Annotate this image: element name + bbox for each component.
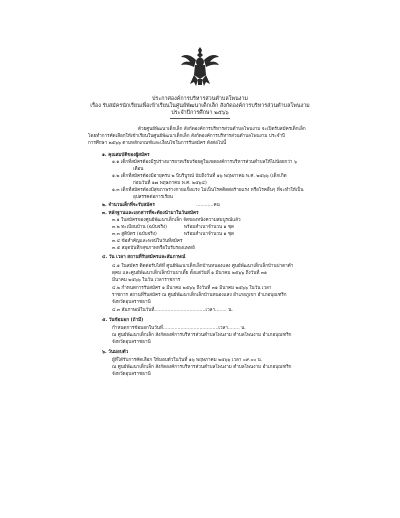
interview-date-field: ๔.๓ สัมภาษณ์ในวันที่...................................เวลา........ น.	[112, 308, 233, 313]
intro-line: ด้วยศูนย์พัฒนาเด็กเล็ก สังกัดองค์การบริหารส่วนตำบลโพนงาม จะเปิดรับสมัครเด็กเล็ก	[138, 127, 306, 132]
section-3-heading: ๓. หลักฐานและเอกสารที่จะต้องนำมาในวันสมัคร	[102, 211, 199, 216]
enrollment-count-field: ............คน	[196, 203, 220, 208]
title-divider	[170, 118, 230, 119]
qualification-line: ๑.๓ เด็กที่สมัครต้องมีสุขภาพร่างกายแข็งแรง ไม่เป็นโรคติดต่อร้ายแรง หรือโรคอื่นๆ ที่จะทำให้เป็น	[112, 188, 304, 193]
document-org-title: ประกาศองค์การบริหารส่วนตำบลโพนงาม	[152, 96, 248, 102]
document-item-copies: พร้อมสำเนาจำนวน ๑ ชุด	[184, 225, 235, 230]
rehearsal-line: จังหวัดอุบลราชธานี	[112, 340, 151, 345]
qualification-line: ๑.๒ เด็กที่สมัครต้องมีอายุครบ ๒ ปีบริบูรณ์ นับถึงวันที่ ๑๖ พฤษภาคม พ.ศ. ๒๕๖๖ (เด็กเกิด	[112, 174, 287, 179]
registration-line: ณ ศูนย์พัฒนาเด็กเล็ก สังกัดองค์การบริหารส่วนตำบลโพนงาม ตำบลโพนงาม อำเภอบุณฑริก	[112, 365, 292, 370]
intro-line: การศึกษา ๒๕๖๖ ตามหลักเกณฑ์และเงื่อนไขในการรับสมัคร ดังต่อไปนี้	[88, 141, 227, 146]
rehearsal-line: ณ ศูนย์พัฒนาเด็กเล็ก สังกัดองค์การบริหารส่วนตำบลโพนงาม ตำบลโพนงาม อำเภอบุณฑริก	[112, 333, 292, 338]
document-item: ๓.๓ สูติบัตร (ฉบับจริง)	[112, 232, 157, 237]
section-5-heading: ๕. วันข้อมอก (ถ้ามี)	[102, 318, 144, 323]
schedule-line: ๔.๑ ในสมัคร ติดต่อรับได้ที่ ศูนย์พัฒนาเด็กเล็กบ้านหนองแสง ศูนย์พัฒนาเด็กเล็กบ้านบ่าดาคำ	[112, 264, 294, 269]
document-item: ๓.๔ ข้อสำคัญและพจน์ในวันที่สมัคร	[112, 239, 183, 244]
schedule-line: ราชการ สถานที่รับสมัคร ณ ศูนย์พัฒนาเด็กเล็กบ้านหนองแสง อำเภอภูเขา อำเภอบุณฑริก	[112, 293, 287, 298]
document-item: ๓.๑ ใบสมัครของศูนย์พัฒนาเด็กเล็ก จัดของหนังความสมบูรณ์แล้ว	[112, 218, 241, 223]
section-4-heading: ๔. วัน เวลา สถานที่รับสมัครและสัมภาษณ์	[102, 255, 186, 260]
section-2-heading: ๒. จำนวนเด็กที่จะรับสมัคร	[102, 203, 155, 208]
document-subject: เรื่อง รับสมัครนักเรียนเพื่อเข้าเรียนในศูนย์พัฒนาเด็กเล็ก สังกัดองค์การบริหารส่วนตำบลโพนงาม	[90, 103, 310, 109]
registration-line: ผู้ที่ได้รับการคัดเลือก ให้มอบตัวในวันที่ ๑๖ พฤษภาคม ๒๕๖๖ เวลา ๐๙.๐๐ น.	[112, 358, 263, 363]
document-year: ประจำปีการศึกษา ๒๕๖๖	[171, 110, 229, 116]
rehearsal-line: กำหนดการข้อมอกในวันที่......................................เวลา........ น.	[112, 326, 246, 331]
registration-line: จังหวัดอุบลราชธานี	[112, 372, 151, 377]
qualification-line: เดือน	[133, 167, 144, 172]
garuda-emblem-icon	[180, 44, 220, 88]
intro-line: โดยทำการคัดเลือกให้เข้าเรียนในศูนย์พัฒนาเด็กเล็ก สังกัดองค์การบริหารส่วนตำบลโพนงาม ประจำปี	[88, 134, 285, 139]
schedule-line: จังหวัดอุบลราชธานี	[112, 300, 151, 305]
schedule-line: ๔.๒ กำหนดการรับสมัคร ๑ มีนาคม ๒๕๖๖ ถึงวันที่ ๓๑ มีนาคม ๒๕๖๖ ในวัน เวลา	[112, 286, 272, 291]
qualification-line: ๑.๑ เด็กที่สมัครต้องมีรูปร่างมารยาทเรียบร้อยดูในเขตองค์การบริหารส่วนตำบลให้ไม่น้อยกว่า ๖	[112, 160, 297, 165]
schedule-line: ดุคม และศูนย์พัฒนาเด็กเล็กบ้านบ่าเตี้ย ตั้งแต่วันที่ ๑ มีนาคม ๒๕๖๖ ถึงวันที่ ๓๑	[112, 271, 267, 276]
document-item: ๓.๕ สมุดบันทึกสุขภาพหรือใบรับรองแพทย์	[112, 246, 195, 251]
schedule-line: มีนาคม ๒๕๖๖ ในวัน เวลาราชการ	[112, 278, 181, 283]
section-6-heading: ๖. วันมอบตัว	[102, 350, 129, 355]
qualification-line: ก่อนวันที่ ๑๗ พฤษภาคม พ.ศ. ๒๕๖๔)	[133, 181, 207, 186]
qualification-line: อุปสรรคต่อการเรียน	[133, 195, 173, 200]
document-item: ๓.๒ ทะเบียนบ้าน (ฉบับจริง)	[112, 225, 167, 230]
document-item-copies: พร้อมสำเนาจำนวน ๑ ชุด	[184, 232, 235, 237]
section-1-heading: ๑. คุณสมบัติของผู้สมัคร	[102, 153, 150, 158]
